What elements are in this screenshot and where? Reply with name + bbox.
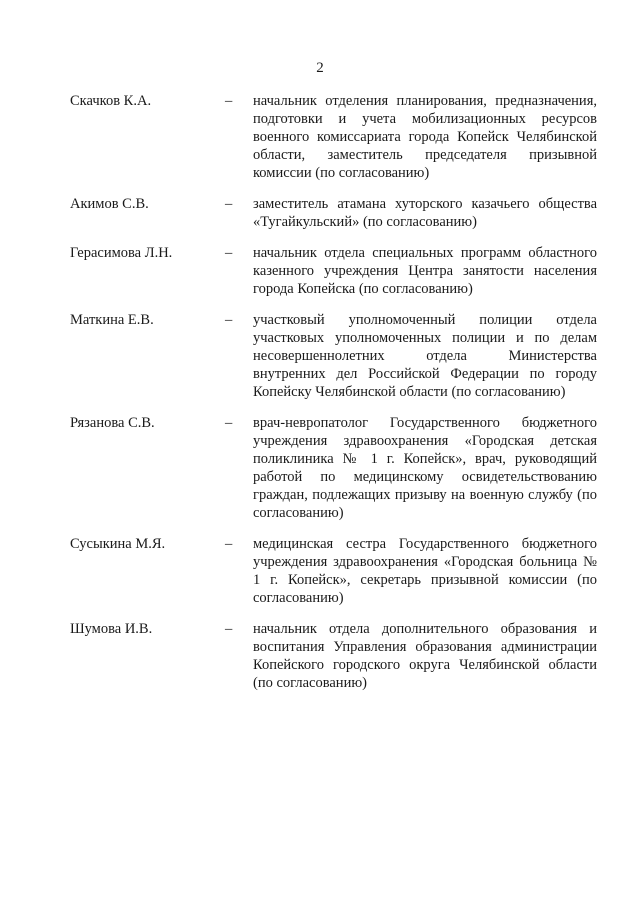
member-name: Акимов С.В. [70,196,149,212]
commission-member-list [0,92,640,692]
member-name: Шумова И.В. [70,621,153,637]
member-row [0,92,640,182]
member-role: участковый уполномоченный полиции отдела участковых уполномоченных полиции и по делам несовершеннолетних отдела Министерства внутренних дел Российской Федерации по городу Копейску Челябинской области (по согласованию) [253,312,597,400]
member-dash: – [225,196,233,212]
page-number: 2 [316,60,324,76]
member-dash: – [225,536,233,552]
member-dash: – [225,621,233,637]
member-dash: – [225,312,233,328]
member-name: Скачков К.А. [70,93,152,109]
member-row [0,620,640,692]
member-role: заместитель атамана хуторского казачьего общества «Тугайкульский» (по согласованию) [253,196,597,230]
member-row [0,535,640,607]
member-role: начальник отдела специальных программ областного казенного учреждения Центра занятости населения города Копейска (по согласованию) [253,245,597,297]
member-row [0,414,640,522]
member-role: начальник отделения планирования, предназначения, подготовки и учета мобилизационных ресурсов военного комиссариата города Копейск Челябинской области, заместитель председателя призывной комиссии (по согласованию) [253,93,597,181]
member-role: медицинская сестра Государственного бюджетного учреждения здравоохранения «Городская больница № 1 г. Копейск», секретарь призывной комиссии (по согласованию) [253,536,597,606]
member-dash: – [225,245,233,261]
member-role: врач-невропатолог Государственного бюджетного учреждения здравоохранения «Городская детская поликлиника № 1 г. Копейск», врач, руководящий работой по медицинскому освидетельствованию граждан, подлежащих призыву на военную службу (по согласованию) [253,415,597,521]
member-name: Маткина Е.В. [70,312,154,328]
member-row [0,195,640,231]
member-role: начальник отдела дополнительного образования и воспитания Управления образования администрации Копейского городского округа Челябинской области (по согласованию) [253,621,597,691]
member-dash: – [225,93,233,109]
member-dash: – [225,415,233,431]
member-name: Герасимова Л.Н. [70,245,173,261]
member-row [0,244,640,298]
member-row [0,311,640,401]
member-name: Сусыкина М.Я. [70,536,166,552]
member-name: Рязанова С.В. [70,415,155,431]
